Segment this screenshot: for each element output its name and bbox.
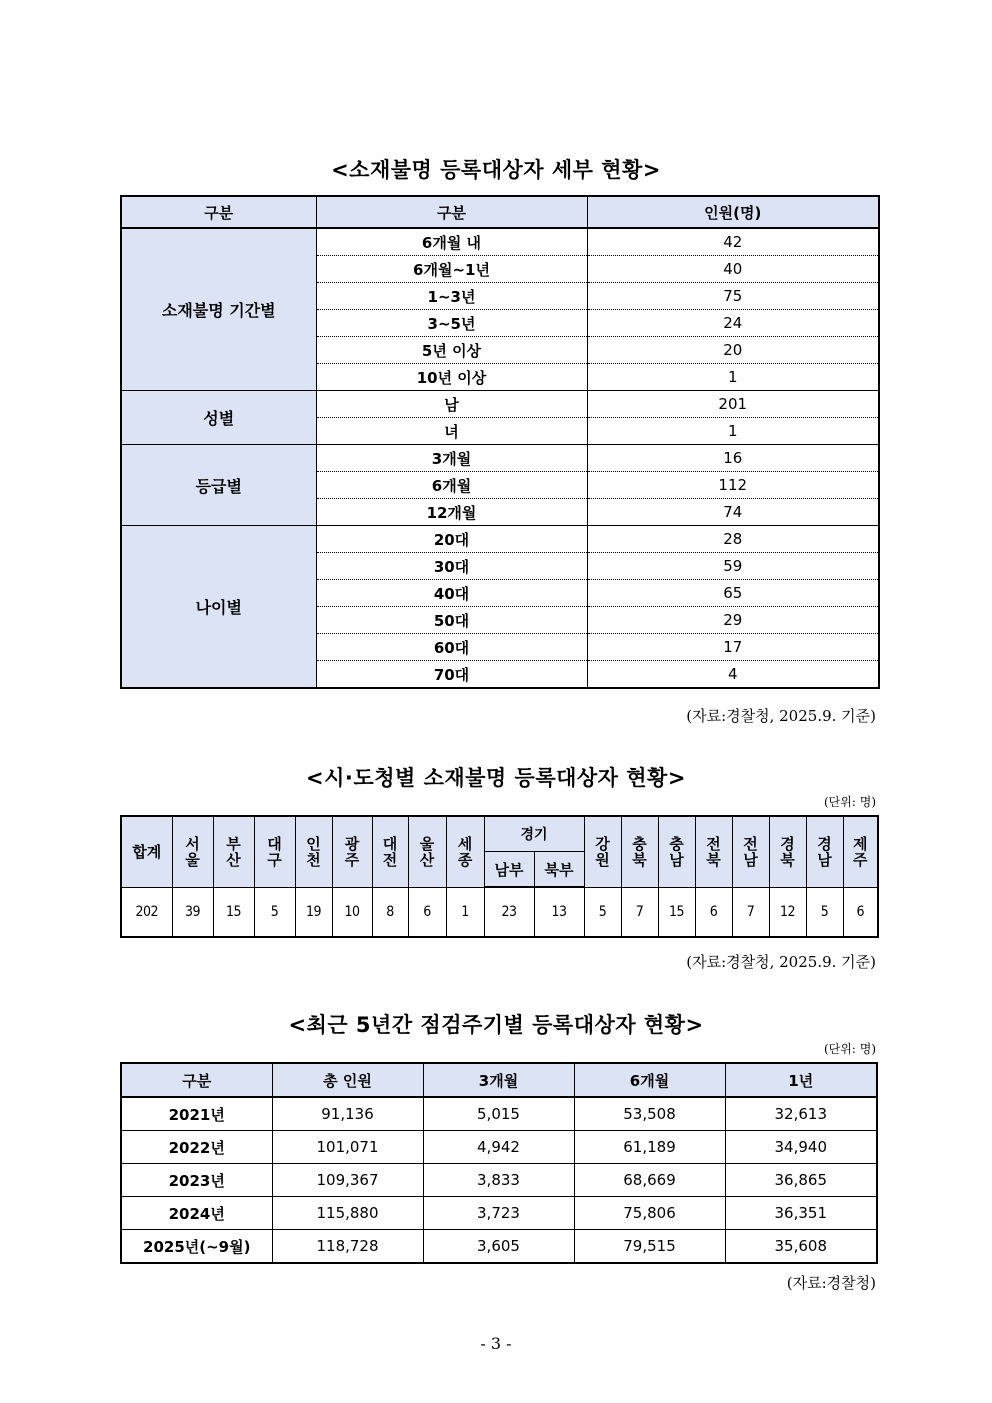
missing-detail-table <box>120 195 880 689</box>
row-value: 75 <box>587 283 879 310</box>
table3-title: <최근 5년간 점검주기별 등록대상자 현황> <box>288 1013 704 1037</box>
row-value: 74 <box>587 499 879 526</box>
header-total: 합계 <box>121 816 172 887</box>
header-jeonbuk: 전북 <box>695 816 732 887</box>
header-count: 인원(명) <box>587 196 879 228</box>
header-category: 구분 <box>121 196 316 228</box>
row-label: 남 <box>316 391 587 418</box>
header-busan: 부산 <box>213 816 254 887</box>
row-label: 3개월 <box>316 445 587 472</box>
value-cell: 36,865 <box>725 1164 877 1197</box>
value-cell: 115,880 <box>272 1197 423 1230</box>
table-row <box>121 1164 877 1197</box>
row-value: 112 <box>587 472 879 499</box>
table1-source: (자료:경찰청, 2025.9. 기준) <box>686 707 876 725</box>
row-label: 6개월 <box>316 472 587 499</box>
row-label: 6개월 내 <box>316 228 587 256</box>
header-daejeon: 대전 <box>372 816 408 887</box>
row-value: 42 <box>587 228 879 256</box>
header-jeju: 제주 <box>843 816 878 887</box>
value-cell: 91,136 <box>272 1097 423 1131</box>
row-label: 50대 <box>316 607 587 634</box>
value-cell: 5 <box>584 887 621 937</box>
year-cell: 2025년(~9월) <box>121 1230 272 1264</box>
table1-title: <소재불명 등록대상자 세부 현황> <box>331 158 661 182</box>
table3-source: (자료:경찰청) <box>786 1274 876 1292</box>
header-subcategory: 구분 <box>316 196 587 228</box>
header-category: 구분 <box>121 1063 272 1097</box>
value-cell: 3,833 <box>423 1164 574 1197</box>
value-cell: 34,940 <box>725 1131 877 1164</box>
year-cell: 2024년 <box>121 1197 272 1230</box>
row-value: 40 <box>587 256 879 283</box>
value-cell: 8 <box>372 887 408 937</box>
value-cell: 3,723 <box>423 1197 574 1230</box>
value-cell: 118,728 <box>272 1230 423 1264</box>
header-ulsan: 울산 <box>408 816 446 887</box>
table-row <box>121 1197 877 1230</box>
header-chungnam: 충남 <box>658 816 695 887</box>
header-gyeonggi-south: 남부 <box>484 852 534 888</box>
header-gwangju: 광주 <box>332 816 372 887</box>
group-grade: 등급별 <box>121 445 316 526</box>
header-gyeongnam: 경남 <box>806 816 843 887</box>
table3-unit: (단위: 명) <box>824 1042 876 1056</box>
header-gyeonggi: 경기 <box>484 816 584 852</box>
value-cell: 53,508 <box>574 1097 725 1131</box>
row-label: 70대 <box>316 661 587 689</box>
year-cell: 2021년 <box>121 1097 272 1131</box>
value-cell: 7 <box>621 887 658 937</box>
header-gangwon: 강원 <box>584 816 621 887</box>
value-cell: 6 <box>843 887 878 937</box>
row-value: 20 <box>587 337 879 364</box>
row-label: 20대 <box>316 526 587 553</box>
row-value: 201 <box>587 391 879 418</box>
group-gender: 성별 <box>121 391 316 445</box>
header-incheon: 인천 <box>295 816 332 887</box>
value-cell: 109,367 <box>272 1164 423 1197</box>
row-label: 40대 <box>316 580 587 607</box>
year-cell: 2023년 <box>121 1164 272 1197</box>
row-value: 29 <box>587 607 879 634</box>
group-period: 소재불명 기간별 <box>121 228 316 391</box>
value-cell: 79,515 <box>574 1230 725 1264</box>
value-cell: 10 <box>332 887 372 937</box>
row-label: 60대 <box>316 634 587 661</box>
header-1year: 1년 <box>725 1063 877 1097</box>
value-cell: 5,015 <box>423 1097 574 1131</box>
value-cell: 75,806 <box>574 1197 725 1230</box>
value-cell: 12 <box>769 887 806 937</box>
header-6months: 6개월 <box>574 1063 725 1097</box>
value-cell: 15 <box>658 887 695 937</box>
table-row <box>121 1230 877 1264</box>
table2-source: (자료:경찰청, 2025.9. 기준) <box>686 953 876 971</box>
row-label: 12개월 <box>316 499 587 526</box>
value-cell: 6 <box>695 887 732 937</box>
value-cell: 68,669 <box>574 1164 725 1197</box>
value-cell: 5 <box>254 887 295 937</box>
value-cell: 5 <box>806 887 843 937</box>
row-label: 10년 이상 <box>316 364 587 391</box>
value-cell: 23 <box>484 887 534 937</box>
row-label: 1~3년 <box>316 283 587 310</box>
row-label: 녀 <box>316 418 587 445</box>
row-label: 3~5년 <box>316 310 587 337</box>
table2-unit: (단위: 명) <box>824 795 876 809</box>
value-cell: 19 <box>295 887 332 937</box>
table2-title: <시·도청별 소재불명 등록대상자 현황> <box>306 766 686 790</box>
header-sejong: 세종 <box>446 816 484 887</box>
value-cell: 3,605 <box>423 1230 574 1264</box>
row-label: 6개월~1년 <box>316 256 587 283</box>
value-total: 202 <box>121 887 172 937</box>
group-age: 나이별 <box>121 526 316 689</box>
regional-table <box>120 815 879 938</box>
row-value: 28 <box>587 526 879 553</box>
header-chungbuk: 충북 <box>621 816 658 887</box>
value-cell: 15 <box>213 887 254 937</box>
year-cell: 2022년 <box>121 1131 272 1164</box>
value-cell: 61,189 <box>574 1131 725 1164</box>
value-cell: 32,613 <box>725 1097 877 1131</box>
table-row <box>121 1097 877 1131</box>
value-cell: 13 <box>534 887 584 937</box>
value-cell: 36,351 <box>725 1197 877 1230</box>
row-label: 5년 이상 <box>316 337 587 364</box>
row-label: 30대 <box>316 553 587 580</box>
value-cell: 101,071 <box>272 1131 423 1164</box>
inspection-cycle-table <box>120 1062 878 1264</box>
header-seoul: 서울 <box>172 816 213 887</box>
page-number: - 3 - <box>480 1334 512 1353</box>
header-gyeonggi-north: 북부 <box>534 852 584 888</box>
row-value: 65 <box>587 580 879 607</box>
value-cell: 4,942 <box>423 1131 574 1164</box>
value-cell: 39 <box>172 887 213 937</box>
row-value: 1 <box>587 364 879 391</box>
value-cell: 7 <box>732 887 769 937</box>
header-3months: 3개월 <box>423 1063 574 1097</box>
header-jeonnam: 전남 <box>732 816 769 887</box>
row-value: 24 <box>587 310 879 337</box>
row-value: 4 <box>587 661 879 689</box>
row-value: 17 <box>587 634 879 661</box>
header-gyeongbuk: 경북 <box>769 816 806 887</box>
table-row <box>121 1131 877 1164</box>
value-cell: 1 <box>446 887 484 937</box>
header-daegu: 대구 <box>254 816 295 887</box>
header-total: 총 인원 <box>272 1063 423 1097</box>
value-cell: 35,608 <box>725 1230 877 1264</box>
value-cell: 6 <box>408 887 446 937</box>
row-value: 59 <box>587 553 879 580</box>
row-value: 1 <box>587 418 879 445</box>
row-value: 16 <box>587 445 879 472</box>
